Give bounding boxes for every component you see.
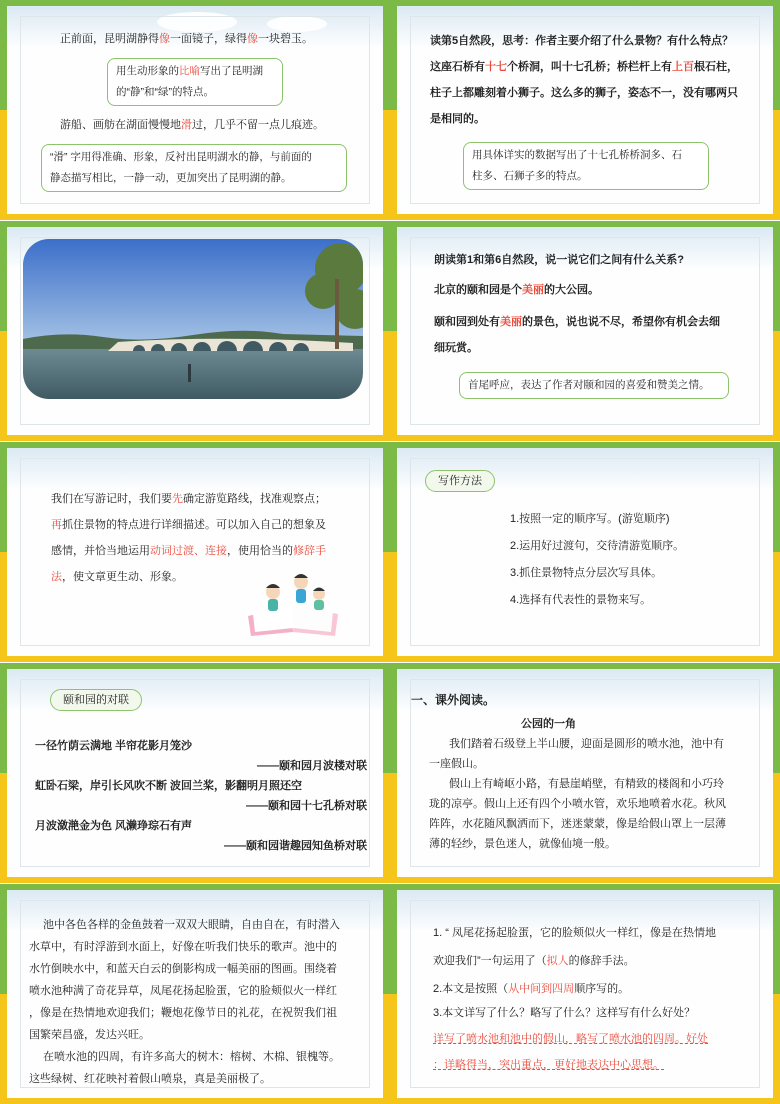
tip-line-4: 法，使文章更生动、形象。 [51, 571, 183, 583]
method-item-1: 1.按照一定的顺序写。(游览顺序) [510, 513, 670, 525]
slide-9 [0, 884, 390, 1104]
slide-2 [390, 0, 780, 220]
slide-8 [390, 663, 780, 883]
couplet-1-source: ——颐和园月波楼对联 [257, 760, 367, 772]
annotation-box-metaphor: 用生动形象的比喻写出了昆明湖 的“静”和“绿”的特点。 [107, 58, 283, 106]
reading-cont-line-2: 水草中，有时浮游到水面上，好像在听我们快乐的歌声。池中的 [29, 941, 337, 953]
reading-line-1: 我们踏着石级登上半山腰，迎面是圆形的喷水池，池中有 [449, 738, 724, 750]
sentence-1: 正前面，昆明湖静得像一面镜子，绿得像一块碧玉。 [60, 33, 313, 45]
slide-5 [0, 442, 390, 662]
annotation-box-numbers: 用具体详实的数据写出了十七孔桥桥洞多、石 柱多、石狮子多的特点。 [463, 142, 709, 190]
paragraph-2-line-1: 颐和园到处有美丽的景色，说也说不尽，希望你有机会去细 [434, 316, 720, 328]
reading-cont-line-1: 池中各色各样的金鱼鼓着一双双大眼睛，自由自在，有时潜入 [43, 919, 340, 931]
answer-3-line-2: ：详略得当，突出重点，更好地表达中心思想。 [433, 1059, 664, 1071]
couplet-3-source: ——颐和园谐趣园知鱼桥对联 [224, 840, 367, 852]
reading-cont-line-3: 水竹倒映水中，和蓝天白云的倒影构成一幅美丽的图画。围绕着 [29, 963, 337, 975]
paragraph-line-2: 柱子上都雕刻着小狮子。这么多的狮子，姿态不一，没有哪两只 [430, 87, 738, 99]
answer-3-line-1: 详写了喷水池和池中的假山，略写了喷水池的四周。好处 [433, 1033, 708, 1045]
couplet-2: 虹卧石梁，岸引长风吹不断 波回兰桨，影翻明月照还空 [35, 780, 303, 792]
seventeen-arch-bridge-photo [23, 239, 363, 399]
annotation-box-slide: “滑” 字用得准确、形象，反衬出昆明湖水的静，与前面的 静态描写相比，一静一动，更加突出了昆明湖的静。 [41, 144, 347, 192]
reading-cont-line-8: 这些绿树、红花映衬着假山喷泉，真是美丽极了。 [29, 1073, 271, 1085]
reading-cont-line-5: ，像是在热情地欢迎我们；鞭炮花像节日的礼花，在祝贺我们祖 [29, 1007, 337, 1019]
annotation-box-echo: 首尾呼应，表达了作者对颐和园的喜爱和赞美之情。 [459, 372, 729, 399]
section-heading: 一、课外阅读。 [411, 693, 496, 707]
slide-1 [0, 0, 390, 220]
method-item-3: 3.抓住景物特点分层次写具体。 [510, 567, 663, 579]
children-reading-book-illustration [243, 566, 343, 638]
writing-method-title: 写作方法 [425, 470, 495, 492]
couplet-1: 一径竹荫云满地 半帘花影月笼沙 [35, 740, 193, 752]
reading-title: 公园的一角 [521, 718, 576, 730]
reading-line-5: 阵阵，水花随风飘洒而下，迷迷蒙蒙，像是给假山罩上一层薄 [429, 818, 726, 830]
question: 读第5自然段，思考：作者主要介绍了什么景物？有什么特点？ [430, 35, 734, 47]
reading-line-4: 珑的凉亭。假山上还有四个小喷水管，欢乐地喷着水花。秋风 [429, 798, 726, 810]
tip-line-1: 我们在写游记时，我们要先确定游览路线，找准观察点； [51, 493, 326, 505]
reading-cont-line-4: 喷水池种满了奇花异草，凤尾花扬起脸蛋，它的脸颊似火一样红 [29, 985, 337, 997]
reading-line-2: 一座假山。 [429, 758, 484, 770]
slide-7 [0, 663, 390, 883]
couplets-title: 颐和园的对联 [50, 689, 142, 711]
answer-1: 拟人 [546, 955, 569, 967]
question-1-line-2: 欢迎我们”一句运用了（拟人的修辞手法。 [433, 955, 635, 967]
answer-2: 从中间到四周 [508, 983, 575, 995]
method-item-2: 2.运用好过渡句，交待清游览顺序。 [510, 540, 685, 552]
sentence-2: 游船、画舫在湖面慢慢地滑过，几乎不留一点儿痕迹。 [60, 119, 324, 131]
couplet-3: 月波潋滟金为色 风濑琤琮石有声 [35, 820, 193, 832]
reading-cont-line-7: 在喷水池的四周，有许多高大的树木：榕树、木棉、银槐等。 [43, 1051, 340, 1063]
question-1-line-1: 1. “ 凤尾花扬起脸蛋，它的脸颊似火一样红，像是在热情地 [433, 927, 716, 939]
couplet-2-source: ——颐和园十七孔桥对联 [246, 800, 367, 812]
paragraph-line-3: 是相同的。 [430, 113, 485, 125]
method-item-4: 4.选择有代表性的景物来写。 [510, 594, 652, 606]
paragraph-2-line-2: 细玩赏。 [434, 342, 478, 354]
paragraph-line-1: 这座石桥有十七个桥洞，叫十七孔桥；桥栏杆上有上百根石柱， [430, 61, 738, 73]
slide-4 [390, 221, 780, 441]
slide-6 [390, 442, 780, 662]
slide-3 [0, 221, 390, 441]
reading-line-3: 假山上有崎岖小路，有悬崖峭壁，有精致的楼阁和小巧玲 [449, 778, 724, 790]
tip-line-2: 再抓住景物的特点进行详细描述。可以加入自己的想象及 [51, 519, 326, 531]
question: 朗读第1和第6自然段，说一说它们之间有什么关系? [434, 254, 684, 266]
tip-line-3: 感情，并恰当地运用动词过渡、连接，使用恰当的修辞手 [51, 545, 326, 557]
question-2: 2.本文是按照（从中间到四周顺序写的。 [433, 983, 630, 995]
reading-cont-line-6: 国繁荣昌盛，发达兴旺。 [29, 1029, 150, 1041]
slide-10 [390, 884, 780, 1104]
question-3: 3.本文详写了什么？略写了什么？这样写有什么好处？ [433, 1007, 696, 1019]
reading-line-6: 薄的轻纱，景色迷人，就像仙境一般。 [429, 838, 616, 850]
paragraph-1: 北京的颐和园是个美丽的大公园。 [434, 284, 599, 296]
